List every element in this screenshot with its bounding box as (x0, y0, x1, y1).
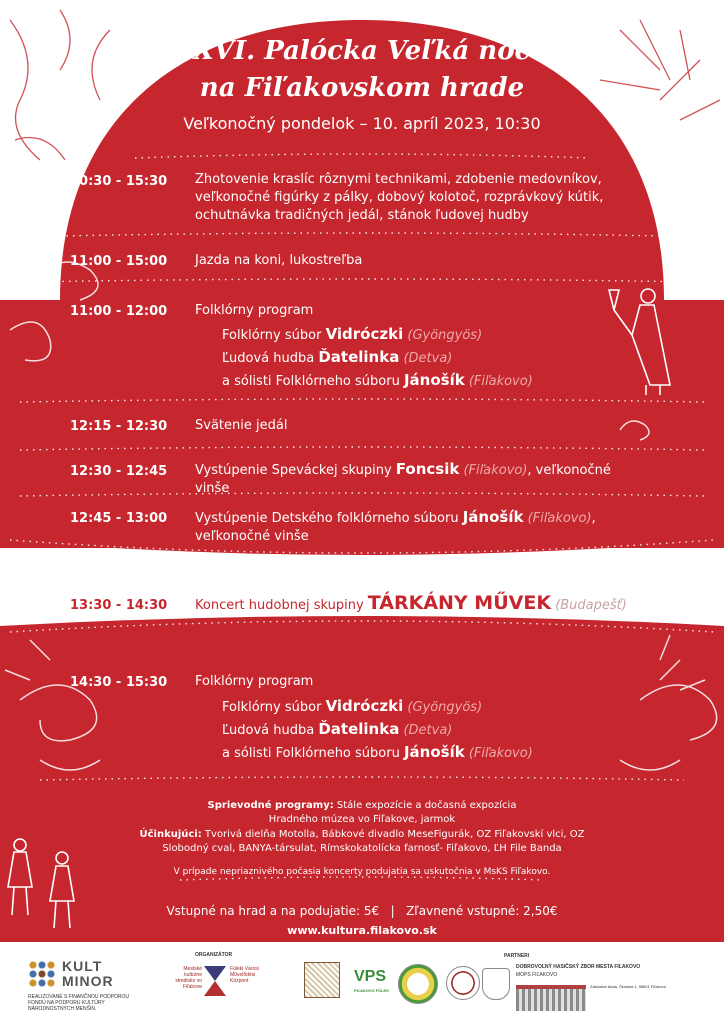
event-title-line1: XVI. Palócka Veľká noc (193, 36, 531, 66)
fire-brigade-name: DOBROVOĽNÝ HASIČSKÝ ZBOR MESTA FIĽAKOVO (516, 964, 641, 970)
organizer-1: Mestské kultúrne stredisko vo Fiľakove (175, 966, 202, 990)
folk-line: Folklórny súbor Vidróczki (Gyöngyös) (222, 325, 483, 343)
program-time: 11:00 - 15:00 (70, 254, 168, 269)
kult-text: KULT (62, 958, 103, 974)
program-text: Vystúpenie Speváckej skupiny Foncsik (Fiľakovo), veľkonočné vinše (195, 460, 611, 496)
folk-line: a sólisti Folklórneho súboru Jánošík (Fiľakovo) (222, 371, 533, 389)
mops-name: MOPS FIĽAKOVO (516, 972, 558, 978)
ticket-line: Vstupné na hrad a na podujatie: 5€ | Zľavnené vstupné: 2,50€ (166, 904, 558, 918)
program-time: 12:45 - 13:00 (70, 511, 168, 526)
minor-text: MINOR (62, 973, 114, 989)
partner-logo-round (398, 964, 438, 1004)
program-text: Svätenie jedál (195, 418, 288, 433)
folk-line: Folklórny súbor Vidróczki (Gyöngyös) (222, 697, 483, 715)
concert-time: 13:30 - 14:30 (70, 598, 168, 613)
program-text: Vystúpenie Detského folklórneho súboru Jánošík (Fiľakovo), veľkonočné vinše (195, 508, 596, 544)
accompany-line1: Sprievodné programy: Stále expozície a dočasná expozícia (207, 800, 517, 811)
vps-subtext: FIĽAKOVO FÜLEK (354, 988, 390, 993)
folk-line: Ľudová hudba Ďatelinka (Detva) (222, 720, 453, 738)
program-time: 10:30 - 15:30 (70, 174, 168, 189)
kultminor-logo (28, 958, 158, 1018)
program-text: Folklórny program (195, 674, 314, 689)
program-text: Jazda na koni, lukostreľba (195, 253, 363, 268)
event-date: Veľkonočný pondelok – 10. apríl 2023, 10:30 (183, 114, 541, 133)
event-title-line2: na Fiľakovskom hrade (199, 73, 525, 103)
organizer-2: Füleki Városi Művelődési Központ (230, 966, 259, 984)
performers-line1: Účinkujúci: Tvorivá dielňa Motolla, Bábkové divadlo MeseFigurák, OZ Fiľakovskí vlci, OZ (139, 829, 585, 840)
fire-brigade-shield (482, 968, 510, 1000)
weather-note: V prípade nepriaznivého počasia koncerty podujatia sa uskutočnia v MsKS Fiľakovo. (173, 867, 551, 877)
performers-line2: Slobodný cval, BANYA-társulat, Rímskokatolícka farnosť- Fiľakovo, ĽH File Banda (162, 843, 562, 854)
partner-logo-tree (446, 966, 480, 1000)
program-time: 11:00 - 12:00 (70, 304, 168, 319)
folk-line: Ľudová hudba Ďatelinka (Detva) (222, 348, 453, 366)
program-text: Zhotovenie kraslíc rôznymi technikami, zdobenie medovníkov, veľkonočné figúrky z pálky, dobový kolotoč, rozprávkový kútik, ochutnávka tradičných jedál, stánok ľudovej hudby (195, 172, 604, 223)
concert-text: Koncert hudobnej skupiny TÁRKÁNY MŰVEK (Budapešť) (195, 592, 627, 614)
website-link[interactable]: www.kultura.filakovo.sk (287, 924, 437, 937)
folk-line: a sólisti Folklórneho súboru Jánošík (Fiľakovo) (222, 743, 533, 761)
school-address: Základná škola, Školská 1, 98601 Fiľakovo (590, 984, 667, 989)
partners-label: PARTNERI (504, 953, 530, 959)
program-time: 12:15 - 12:30 (70, 419, 168, 434)
kultminor-icon (28, 960, 56, 988)
accompany-line2: Hradného múzea vo Fiľakove, jarmok (268, 814, 456, 825)
museum-logo (304, 962, 340, 998)
program-time: 14:30 - 15:30 (70, 675, 168, 690)
kultminor-subtext: REALIZOVANÉ S FINANČNOU PODPOROU FONDU NA PODPORU KULTÚRY NÁRODNOSTNÝCH MENŠÍN. (28, 994, 130, 1012)
school-building-image (516, 985, 586, 1011)
vps-logo: VPS (354, 968, 387, 985)
program-time: 12:30 - 12:45 (70, 464, 168, 479)
program-text: Folklórny program (195, 303, 314, 318)
organizer-label: ORGANIZÁTOR (195, 952, 233, 958)
